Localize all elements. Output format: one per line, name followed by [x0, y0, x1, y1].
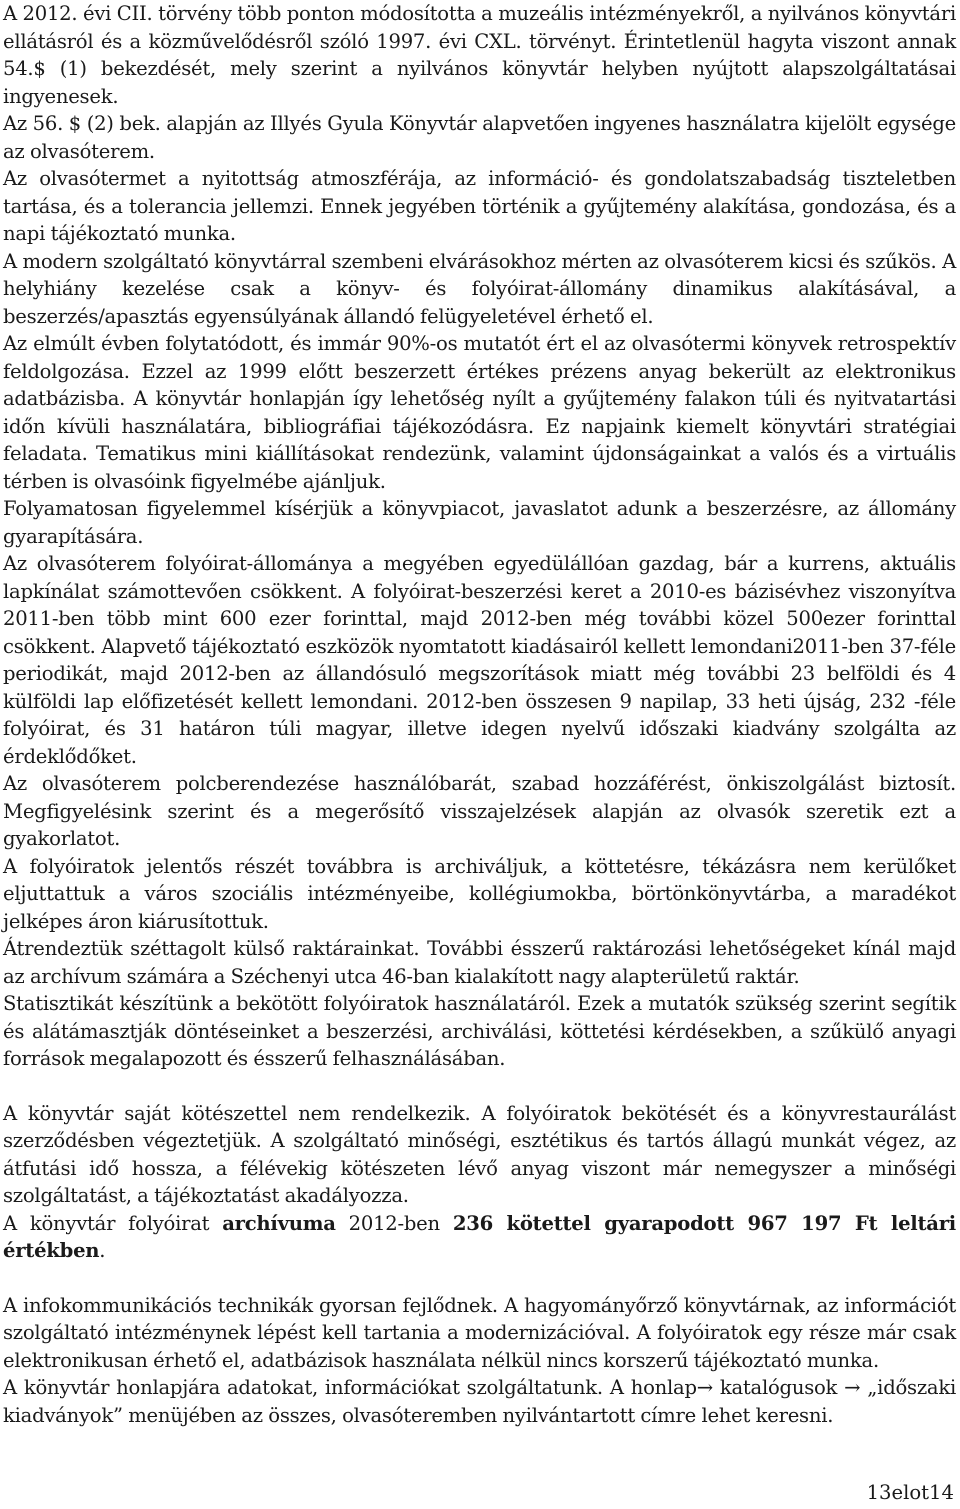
document-page — [3, 0, 956, 1429]
archive-growth-text-1: A könyvtár folyóirat — [3, 1211, 223, 1235]
paragraph-book-market: Folyamatosan figyelemmel kísérjük a könyvpiacot, javaslatot adunk a beszerzésre, az állomány gyarapítására. — [3, 497, 956, 548]
paragraph-website: A könyvtár honlapjára adatokat, információkat szolgáltatunk. A honlap→ katalógusok → „időszaki kiadványok” menüjében az összes, olvasóteremben nyilvántartott címre lehet keresni. — [3, 1376, 956, 1427]
paragraph-archiving: A folyóiratok jelentős részét továbbra is archiváljuk, a köttetésre, tékázásra nem kerülőket eljuttattuk a város szociális intézményeibe, kollégiumokba, börtönkönyvtárba, a maradékot jelképes áron kiárusítottuk. — [3, 854, 956, 933]
paragraph-gap — [3, 1073, 956, 1100]
paragraph-bookbinding: A könyvtár saját kötészettel nem rendelkezik. A folyóiratok bekötését és a könyvrestaurálást szerződésben végeztetjük. A szolgáltató minőségi, esztétikus és tartós állagú munkát végez, az átfutási idő hossza, a félévekig kötészeten lévő anyag viszont már nemegyszer a minőségi szolgáltatást, a tájékoztatást akadályozza. — [3, 1101, 956, 1207]
archive-growth-text-2: 2012-ben — [335, 1211, 453, 1235]
paragraph-gap — [3, 1265, 956, 1292]
paragraph-periodicals-stock: Az olvasóterem folyóirat-állománya a megyében egyedülállóan gazdag, bár a kurrens, aktuális lapkínálat számottevően csökkent. A folyóirat-beszerzési keret a 2010-es bázisévhez viszonyítva 2011-ben több mint 600 ezer forinttal, majd 2012-ben még további közel 500ezer forinttal csökkent. Alapvető tájékoztató eszközök nyomtatott kiadásairól kellett lemondani2011-ben 37-féle periodikát, majd 2012-ben az állandósuló megszorítások miatt még további 23 belföldi és 4 külföldi lap előfizetését kellett lemondani. 2012-ben összesen 9 napilap, 33 heti újság, 232 -féle folyóirat, és 31 határon túli magyar, illetve idegen nyelvű időszaki kiadvány szolgálta az érdeklődőket. — [3, 552, 956, 768]
paragraph-storage: Átrendeztük széttagolt külső raktárainkat. További ésszerű raktározási lehetőségeket kínál majd az archívum számára a Széchenyi utca 46-ban kialakított nagy alapterületű raktár. — [3, 937, 956, 988]
paragraph-open-shelves: Az olvasóterem polcberendezése használóbarát, szabad hozzáférést, önkiszolgálást biztosít. Megfigyelésink szerint és a megerősítő visszajelzések alapján az olvasók szeretik ezt a gyakorlatot. — [3, 772, 956, 850]
paragraph-space-shortage: A modern szolgáltató könyvtárral szembeni elvárásokhoz mérten az olvasóterem kicsi és szűkös. A helyhiány kezelése csak a könyv- és folyóirat-állomány dinamikus alakításával, a beszerzés/apasztás egyensúlyának állandó felügyeletével érhető el. — [3, 249, 956, 328]
archive-growth-bold-1: archívuma — [222, 1211, 336, 1235]
paragraph-retrospective-cataloging: Az elmúlt évben folytatódott, és immár 90%-os mutatót ért el az olvasótermi könyvek retrospektív feldolgozása. Ezzel az 1999 előtt beszerzett értékes prézens anyag bekerült az elektronikus adatbázisba. A könyvtár honlapján így lehetőség nyílt a gyűjtemény falakon túli és nyitvatartási időn kívüli használatára, bibliográfiai tájékozódásra. Ez napjaink kiemelt könyvtári stratégiai feladata. Tematikus mini kiállításokat rendezünk, valamint újdonságainkat a valós és a virtuális térben is olvasóink figyelmébe ajánljuk. — [3, 332, 956, 493]
archive-growth-text-3: . — [99, 1239, 106, 1262]
archive-growth-bold-2: 236 kötettel gyarapodott 967 197 Ft leltári értékben — [3, 1211, 956, 1262]
paragraph-law-amendment: A 2012. évi CII. törvény több ponton módosította a muzeális intézményekről, a nyilvános könyvtári ellátásról és a közművelődésről szóló 1997. évi CXL. törvényt. Érintetlenül hagyta viszont annak 54.$ (1) bekezdését, mely szerint a nyilvános könyvtár helyben nyújtott alapszolgáltatásai ingyenesek. — [3, 2, 956, 108]
paragraph-statistics: Statisztikát készítünk a bekötött folyóiratok használatáról. Ezek a mutatók szükség szerint segítik és alátámasztják döntéseinket a beszerzési, archiválási, köttetési kérdésekben, a szűkülő anyagi források megalapozott és ésszerű felhasználásában. — [3, 992, 956, 1070]
paragraph-archive-growth — [3, 1210, 956, 1265]
paragraph-reading-room-designation: Az 56. $ (2) bek. alapján az Illyés Gyula Könyvtár alapvetően ingyenes használatra kijelölt egysége az olvasóterem. — [3, 112, 956, 163]
paragraph-infocommunication: A infokommunikációs technikák gyorsan fejlődnek. A hagyományőrző könyvtárnak, az információt szolgáltató intézménynek lépést kell tartania a modernizációval. A folyóiratok egy része már csak elektronikusan érhető el, adatbázisok használata nélkül nincs korszerű tájékoztató munka. — [3, 1293, 956, 1372]
paragraph-reading-room-atmosphere: Az olvasótermet a nyitottság atmoszférája, az információ- és gondolatszabadság tiszteletben tartása, és a tolerancia jellemzi. Ennek jegyében történik a gyűjtemény alakítása, gondozása, és a napi tájékoztató munka. — [3, 167, 956, 245]
page-number: 13elot14 — [866, 1481, 954, 1504]
